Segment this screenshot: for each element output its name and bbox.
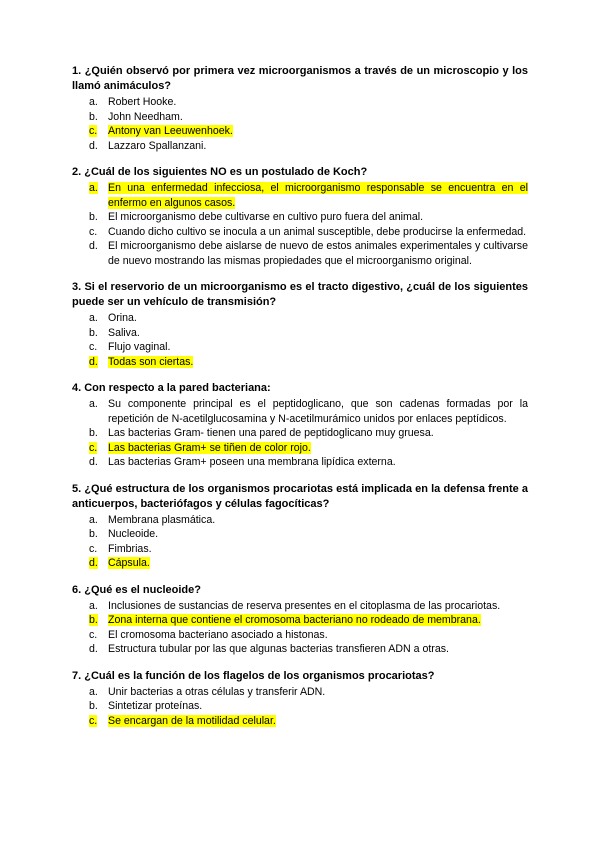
option-text: Lazzaro Spallanzani. — [108, 139, 207, 152]
answer-option-c — [89, 340, 528, 355]
question-title: 2. ¿Cuál de los siguientes NO es un postulado de Koch? — [72, 166, 368, 178]
option-letter: d. — [89, 643, 98, 655]
option-text: Las bacterias Gram+ se tiñen de color rojo. — [108, 441, 311, 454]
option-text: Membrana plasmática. — [108, 513, 216, 526]
answer-option-a — [89, 599, 528, 614]
answer-option-c-highlighted — [89, 124, 528, 139]
option-letter: d. — [89, 139, 98, 152]
option-letter: c. — [89, 714, 98, 727]
question-title: 6. ¿Qué es el nucleoide? — [72, 583, 201, 596]
answer-option-a-highlighted — [89, 181, 528, 210]
option-text: Todas son ciertas. — [108, 355, 194, 368]
option-letter: b. — [89, 614, 98, 626]
option-letter: b. — [89, 528, 98, 540]
option-letter: a. — [89, 398, 98, 410]
answer-option-b — [89, 426, 528, 441]
option-letter: b. — [89, 427, 98, 439]
option-text: Fimbrias. — [108, 542, 152, 555]
document-page — [72, 64, 528, 740]
option-text: Antony van Leeuwenhoek. — [108, 125, 233, 137]
option-text: Estructura tubular por las que algunas bacterias transfieren ADN a otras. — [108, 643, 449, 655]
question-3 — [72, 280, 528, 369]
option-text: Se encargan de la motilidad celular. — [108, 714, 276, 727]
question-5 — [72, 482, 528, 571]
option-letter: a. — [89, 96, 98, 108]
option-letter: b. — [89, 326, 98, 339]
option-text: Orina. — [108, 312, 137, 324]
option-text: El microorganismo debe cultivarse en cultivo puro fuera del animal. — [108, 211, 424, 223]
answer-option-a — [89, 397, 528, 426]
option-text: Nucleoide. — [108, 528, 159, 540]
option-letter: d. — [89, 355, 98, 368]
option-letter: b. — [89, 211, 98, 223]
option-letter: a. — [89, 182, 98, 194]
option-letter: b. — [89, 700, 98, 712]
option-letter: c. — [89, 542, 98, 555]
question-7 — [72, 669, 528, 729]
option-letter: a. — [89, 599, 98, 612]
answer-option-d — [89, 642, 528, 657]
option-letter: c. — [89, 628, 98, 641]
question-title: 1. ¿Quién observó por primera vez microorganismos a través de un microscopio y los llamó animáculos? — [72, 65, 528, 92]
option-text: Zona interna que contiene el cromosoma bacteriano no rodeado de membrana. — [108, 614, 481, 626]
option-text: Robert Hooke. — [108, 96, 177, 108]
option-letter: c. — [89, 441, 98, 454]
option-letter: d. — [89, 240, 98, 252]
option-letter: b. — [89, 110, 98, 123]
question-1 — [72, 64, 528, 153]
option-text: Saliva. — [108, 326, 140, 339]
question-4 — [72, 381, 528, 470]
answer-option-a — [89, 685, 528, 700]
option-text: Inclusiones de sustancias de reserva presentes en el citoplasma de las procariotas. — [108, 599, 501, 612]
option-text: Cuando dicho cultivo se inocula a un animal susceptible, debe producirse la enfermedad. — [108, 225, 527, 238]
option-letter: d. — [89, 557, 98, 569]
answer-option-c — [89, 542, 528, 557]
answer-option-b — [89, 110, 528, 125]
answer-option-b — [89, 210, 528, 225]
question-6 — [72, 583, 528, 657]
option-text: El cromosoma bacteriano asociado a histonas. — [108, 628, 328, 641]
option-text: John Needham. — [108, 110, 183, 123]
answer-option-b — [89, 527, 528, 542]
question-title: 5. ¿Qué estructura de los organismos procariotas está implicada en la defensa frente a anticuerpos, bacteriófagos y células fagocíticas? — [72, 482, 528, 510]
option-text: Unir bacterias a otras células y transferir ADN. — [108, 685, 326, 698]
option-letter: c. — [89, 341, 98, 353]
answer-option-b-highlighted — [89, 613, 528, 628]
answer-option-a — [89, 95, 528, 110]
option-text: Las bacterias Gram+ poseen una membrana lipídica externa. — [108, 456, 396, 468]
answer-option-d — [89, 239, 528, 268]
option-letter: a. — [89, 513, 98, 526]
option-text: En una enfermedad infecciosa, el microorganismo responsable se encuentra en el enfermo en algunos casos. — [108, 182, 528, 209]
option-text: Su componente principal es el peptidoglicano, que son cadenas formadas por la repetición de N-acetilglucosamina y N-acetilmurámico unidos por enlaces peptídicos. — [108, 398, 528, 425]
answer-option-c — [89, 628, 528, 643]
answer-option-c-highlighted — [89, 714, 528, 729]
option-letter: a. — [89, 312, 98, 324]
question-title: 7. ¿Cuál es la función de los flagelos de los organismos procariotas? — [72, 669, 435, 682]
answer-option-d-highlighted — [89, 556, 528, 571]
option-letter: a. — [89, 685, 98, 698]
option-text: Flujo vaginal. — [108, 341, 171, 353]
question-2 — [72, 165, 528, 268]
answer-option-b — [89, 326, 528, 341]
option-letter: d. — [89, 456, 98, 468]
question-title: 4. Con respecto a la pared bacteriana: — [72, 382, 271, 394]
option-text: Las bacterias Gram- tienen una pared de peptidoglicano muy gruesa. — [108, 427, 434, 439]
answer-option-d — [89, 455, 528, 470]
option-letter: c. — [89, 225, 98, 238]
question-title: 3. Si el reservorio de un microorganismo es el tracto digestivo, ¿cuál de los siguientes puede ser un vehículo de transmisión? — [72, 281, 528, 308]
option-text: Cápsula. — [108, 557, 150, 569]
option-text: El microorganismo debe aislarse de nuevo de estos animales experimentales y cultivarse de nuevo mostrando las mismas propiedades que el microorganismo original. — [108, 240, 528, 267]
answer-option-a — [89, 513, 528, 528]
answer-option-d — [89, 139, 528, 154]
answer-option-b — [89, 699, 528, 714]
answer-option-c-highlighted — [89, 441, 528, 456]
option-letter: c. — [89, 125, 98, 137]
option-text: Sintetizar proteínas. — [108, 700, 203, 712]
answer-option-c — [89, 225, 528, 240]
answer-option-a — [89, 311, 528, 326]
answer-option-d-highlighted — [89, 355, 528, 370]
